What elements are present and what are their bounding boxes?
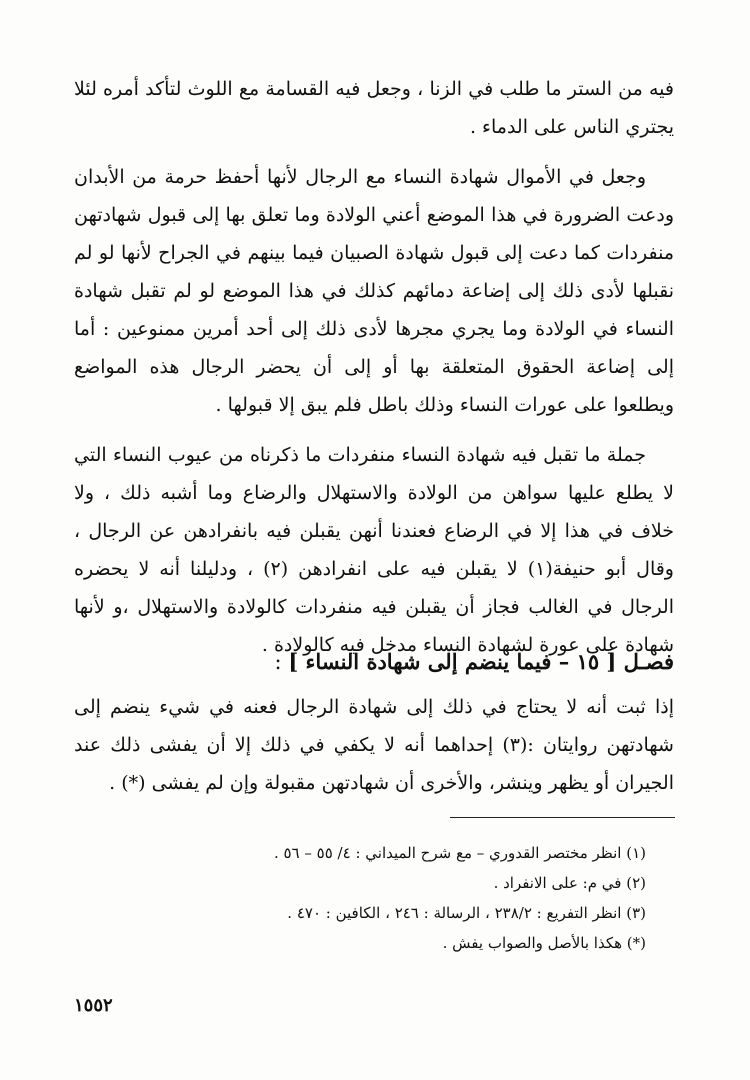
section-heading-label: فصـل [ ١٥ – فيما ينضم إلى شهادة النساء ] <box>288 649 674 674</box>
section-heading-block <box>74 642 674 682</box>
footnotes <box>74 838 674 958</box>
main-text <box>74 70 674 664</box>
paragraph-1: فيه من الستر ما طلب في الزنا ، وجعل فيه القسامة مع اللوث لتأكد أمره لئلا يجتري الناس على الدماء . <box>74 78 674 138</box>
paragraph-3: جملة ما تقبل فيه شهادة النساء منفردات ما ذكرناه من عيوب النساء التي لا يطلع عليها سواهن من الولادة والاستهلال والرضاع وما أشبه ذلك ، ولا خلاف في هذا إلا في الرضاع فعندنا أنهن يقبلن فيه بانفرادهن عن الرجال ، وقال أبو حنيفة(١) لا يقبلن فيه على انفرادهن (٢) ، ودليلنا أنه لا يحضره الرجال في الغالب فجاز أن يقبلن فيه منفردات كالولادة والاستهلال ،و لأنها شهادة على عورة لشهادة النساء مدخل فيه كالولادة . <box>74 444 674 656</box>
footnote-2: (٢) في م: على الانفراد . <box>493 874 646 892</box>
section-heading <box>74 642 674 682</box>
section-heading-suffix: : <box>274 650 289 674</box>
footnote-divider <box>450 817 675 818</box>
page-number: ١٥٥٢ <box>74 995 113 1016</box>
post-heading-text <box>74 688 674 802</box>
footnote-4: (*) هكذا بالأصل والصواب يفش . <box>442 934 646 952</box>
footnote-1: (١) انظر مختصر القدوري – مع شرح الميداني : ٤/ ٥٥ – ٥٦ . <box>273 844 646 862</box>
footnote-3: (٣) انظر التفريع : ٢٣٨/٢ ، الرسالة : ٢٤٦ ، الكافين : ٤٧٠ . <box>287 904 646 922</box>
paragraph-2: وجعل في الأموال شهادة النساء مع الرجال لأنها أحفظ حرمة من الأبدان ودعت الضرورة في هذا الموضع أعني الولادة وما تعلق بها إلى قبول شهادتهن منفردات كما دعت إلى قبول شهادة الصبيان فيما بينهم في الجراح لأنها لو لم نقبلها لأدى ذلك إلى إضاعة دمائهم كذلك في هذا الموضع لو لم تقبل شهادة النساء في الولادة وما يجري مجرها لأدى ذلك إلى أحد أمرين ممنوعين : أما إلى إضاعة الحقوق المتعلقة بها أو إلى أن يحضر الرجال هذه المواضع ويطلعوا على عورات النساء وذلك باطل فلم يبق إلا قبولها . <box>74 166 674 416</box>
paragraph-4: إذا ثبت أنه لا يحتاج في ذلك إلى شهادة الرجال فعنه في شيء ينضم إلى شهادتهن روايتان :(٣) إحداهما أنه لا يكفي في ذلك إلا أن يفشى ذلك عند الجيران أو يظهر وينشر، والأخرى أن شهادتهن مقبولة وإن لم يفشى (*) . <box>74 696 674 794</box>
